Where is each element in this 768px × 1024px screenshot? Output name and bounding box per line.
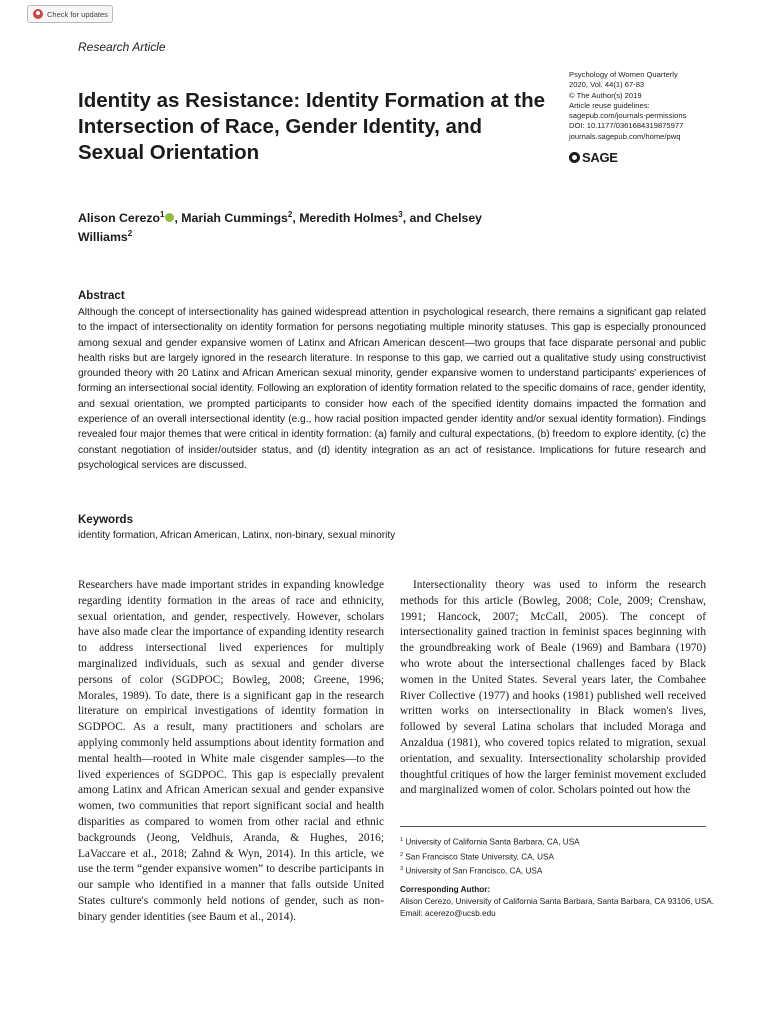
journal-name: Psychology of Women Quarterly [569, 70, 678, 79]
author-affiliation-mark: 2 [287, 209, 293, 219]
sage-logo [569, 150, 618, 165]
journal-issue: 2020, Vol. 44(1) 67-83 [569, 80, 645, 90]
check-for-updates-badge[interactable] [27, 5, 113, 23]
keywords-heading: Keywords [78, 514, 133, 526]
sage-logo-icon [569, 152, 580, 163]
sage-logo-text: SAGE [582, 150, 618, 165]
author-list: Alison Cerezo$^1$ , Mariah Cummings$^2$, Meredith Holmes$^3$, and Chelsey Williams$^2$ [78, 209, 483, 244]
affiliation-item: $^1$ University of California Santa Barbara, CA, USA [400, 837, 580, 847]
author-name: Alison Cerezo [78, 211, 160, 225]
article-type: Research Article [78, 40, 166, 54]
author-affiliation-mark: 2 [127, 228, 133, 238]
corresponding-email[interactable]: Email: acerezo@ucsb.edu [400, 909, 496, 918]
abstract-text: Although the concept of intersectionality has gained widespread attention in psychological research, there remains a significant gap related to the impact of intersectionality on identity formation for persons negotiating multiple minority statuses. This gap is especially pronounced among sexual and gender expansive women of Latinx and African American descent—two groups that face disparate personal and public health risks but are largely ignored in the research literature. In response to this gap, we carried out a qualitative study using constructivist grounded theory with 20 Latinx and African American sexual minority, gender expansive women to understand participants' experiences of forming an intersectional social identity. Following an exploration of identity formation related to the specific domains of race, gender identity, and sexual orientation, we prompted participants to consider how each of the specified identity domains impacted the formation and experience of an overall intersectional identity (e.g., how racial position impacted gender identity and/or sexual identity formation). Findings revealed four major themes that were critical in identity formation: (a) family and cultural expectations, (b) freedom to explore identity, (c) the constant negotiation of insider/outsider status, and (d) identity integration as an act of resistance. Implications for future research and psychological services are discussed. [78, 307, 706, 471]
footnote-divider [400, 826, 706, 827]
affiliation-item: $^2$ San Francisco State University, CA, USA [400, 851, 554, 862]
corresponding-author [400, 884, 730, 920]
article-title: Identity as Resistance: Identity Formation at the Intersection of Race, Gender Identity, and Sexual Orientation [78, 89, 546, 164]
journal-info [569, 70, 759, 142]
body-column-left: Researchers have made important strides in expanding knowledge regarding identity formation in the areas of race and ethnicity, sexual orientation, and gender, respectively. However, scholars have also made clear the importance of expanding identity research to address intersectional lived experiences for multiply marginalized individuals, such as sexual and gender diverse persons of color (SGDPOC; Bowleg, 2008; Greene, 1996; Morales, 1989). To date, there is a significant gap in the research literature on empirical investigations of identity formation in SGDPOC. As a result, many practitioners and scholars are applying commonly held assumptions about identity formation and mental health—rooted in White male cisgender samples—to the lived experiences of SGDPOC. This gap is especially prevalent among Latinx and African American sexual and gender expansive women, two communities that report significant social and health disparities as compared to women from other racial and ethnic backgrounds (Jeong, Veldhuis, Aranda, & Hughes, 2016; LaVaccare et al., 2018; Zahnd & Wyn, 2014). In this article, we use the term “gender expansive women” to describe participants in our sample who identified in a manner that falls outside United States culture's commonly held notions of gender, such as non-binary gender identities (see Baum et al., 2014). [78, 579, 384, 923]
journal-homepage-link[interactable]: journals.sagepub.com/home/pwq [569, 131, 681, 141]
author-name: Mariah Cummings [181, 211, 288, 225]
affiliations [400, 834, 706, 878]
body-column-right: Intersectionality theory was used to inform the research methods for this article (Bowleg, 2008; Cole, 2009; Crenshaw, 1991; Hancock, 2007; McCall, 2005). The concept of intersectionality gained traction in feminist spaces beginning with the groundbreaking work of Beale (1969) and Bambara (1970) who wrote about the intersectional challenges faced by Black women in the United States. Several years later, the Combahee River Collective (1977) and hooks (1981) published well received written works on intersectionality in Black women's lives, followed by several Latina scholars that included Moraga and Anzaldua (1981), who covered topics related to migration, sexual orientation, and sexuality. Intersectionality scholarship provided thoughtful critiques of how the larger feminist movement excluded and marginalized women of color. Scholars pointed out how the [400, 579, 706, 797]
author-name: Chelsey Williams [78, 211, 483, 244]
journal-copyright: © The Author(s) 2019 [569, 90, 642, 100]
check-updates-icon [33, 9, 43, 19]
author-affiliation-mark: 3 [398, 209, 403, 219]
check-updates-label: Check for updates [47, 9, 108, 19]
journal-reuse: Article reuse guidelines: [569, 100, 650, 110]
journal-permissions-link[interactable]: sagepub.com/journals-permissions [569, 111, 687, 121]
author-affiliation-mark: 1 [160, 209, 165, 219]
corresponding-address: Alison Cerezo, University of California Santa Barbara, Santa Barbara, CA 93106, USA. [400, 897, 715, 906]
author-name: Meredith Holmes [299, 211, 399, 225]
journal-doi[interactable]: DOI: 10.1177/0361684319875977 [569, 121, 684, 131]
corresponding-heading: Corresponding Author: [400, 885, 491, 894]
affiliation-item: $^3$ University of San Francisco, CA, USA [400, 866, 543, 877]
keywords-text: identity formation, African American, Latinx, non-binary, sexual minority [78, 530, 396, 541]
abstract-heading: Abstract [78, 290, 125, 302]
